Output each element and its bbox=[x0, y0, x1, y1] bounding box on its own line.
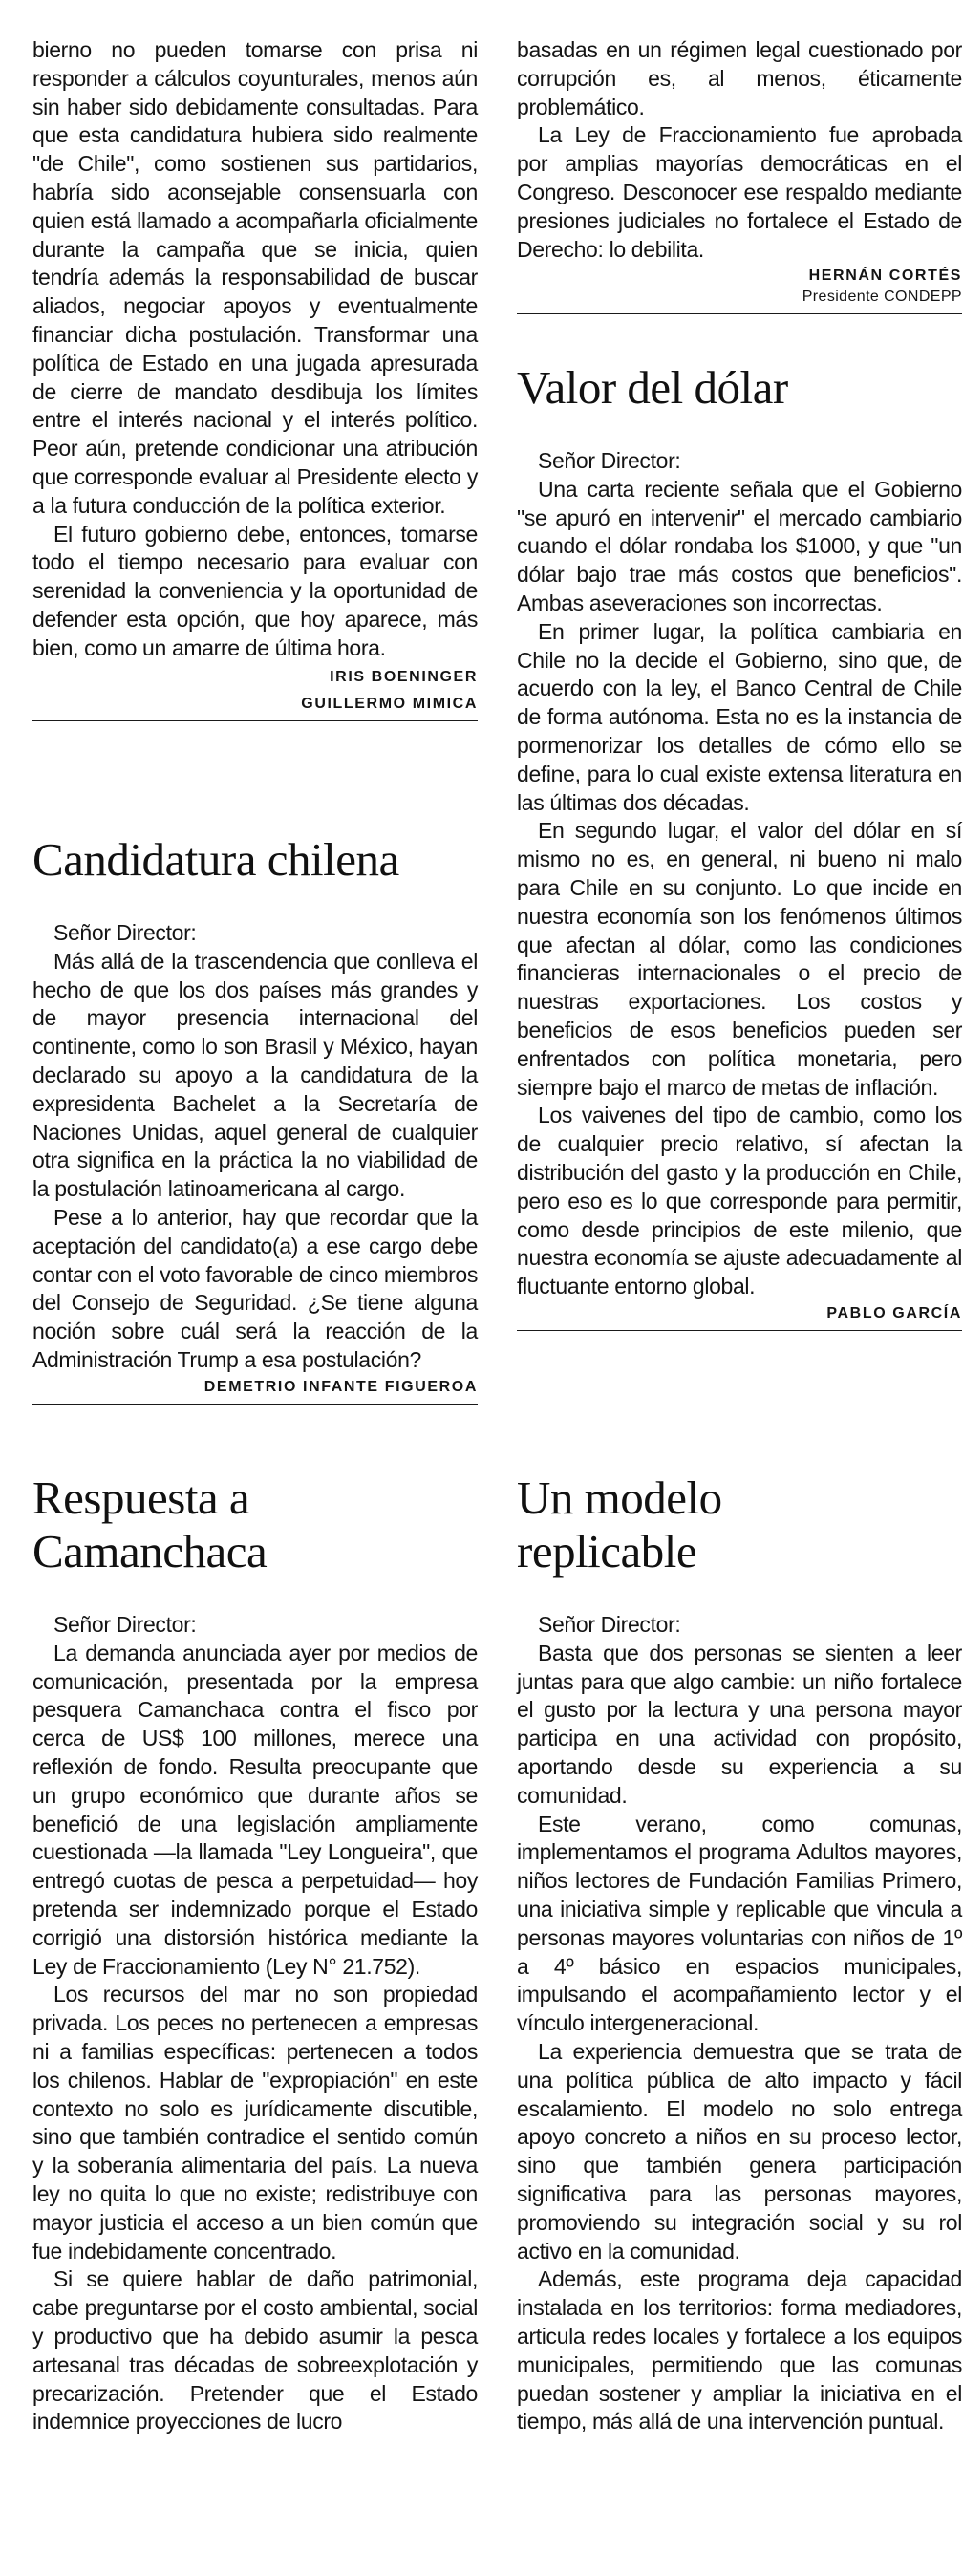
section-divider bbox=[517, 313, 962, 314]
signature-author: GUILLERMO MIMICA bbox=[301, 695, 478, 712]
salutation: Señor Director: bbox=[538, 1612, 681, 1637]
signature-author: HERNÁN CORTÉS bbox=[808, 268, 962, 285]
letter-paragraph: Además, este programa deja capacidad instalada en los territorios: forma mediadores, articula redes locales y fortalece a los equipos municipales, permitiendo que las comunas puedan sostener y ampliar la iniciativa en el tiempo, más allá de una intervención puntual. bbox=[517, 2266, 962, 2435]
letter-paragraph: Basta que dos personas se sienten a leer juntas para que algo cambie: un niño fortalece el gusto por la lectura y una persona mayor participa en una actividad con propósito, aportando desde su experiencia a su comunidad. bbox=[517, 1640, 962, 1808]
letter-paragraph: La experiencia demuestra que se trata de una política pública de alto impacto y fácil escalamiento. El modelo no solo entrega apoyo concreto a niños en su proceso lector, sino que también genera participación significativa para las personas mayores, promoviendo su integración social y su rol activo en la comunidad. bbox=[517, 2038, 962, 2264]
signature-author: PABLO GARCÍA bbox=[826, 1304, 962, 1321]
letter-title: Valor del dólar bbox=[517, 361, 788, 414]
letter-paragraph: bierno no pueden tomarse con prisa ni responder a cálculos coyunturales, menos aún sin haber sido debidamente consultadas. Para que esta candidatura hubiera sido realmente "de Chile", como sostienen sus partidarios, habría sido aconsejable consensuarla con quien está llamado a acompañarla oficialmente durante la campaña que se inicia, quien tendría además la responsabilidad de buscar aliados, negociar apoyos y eventualmente financiar dicha postulación. Transformar una política de Estado en una jugada apresurada de cierre de mandato desdibuja los límites entre el interés nacional y el interés político. Peor aún, pretende condicionar una atribución que corresponde evaluar al Presidente electo y a la futura conducción de la política exterior. bbox=[32, 37, 478, 518]
letter-paragraph: En segundo lugar, el valor del dólar en sí mismo no es, en general, ni bueno ni malo para Chile en su conjunto. Lo que incide en nuestra economía son los fenómenos últimos que afectan al dólar, como las condiciones financieras internacionales o el precio de nuestras exportaciones. Los costos y beneficios de esos beneficios pueden ser enfrentados con política monetaria, pero siempre bajo el marco de metas de inflación. bbox=[517, 818, 962, 1100]
letter-paragraph: Una carta reciente señala que el Gobierno "se apuró en intervenir" el mercado cambiario cuando el dólar rondaba los $1000, y que "un dólar bajo trae más costos que beneficios". Ambas aseveraciones son incorrectas. bbox=[517, 476, 962, 615]
section-divider bbox=[32, 720, 478, 721]
signature-role: Presidente CONDEPP bbox=[802, 289, 962, 306]
letter-title-line: Respuesta a bbox=[32, 1471, 250, 1524]
signature-author: IRIS BOENINGER bbox=[330, 668, 478, 685]
letter-continued-candidacy bbox=[32, 36, 478, 721]
letter-paragraph: El futuro gobierno debe, entonces, tomarse todo el tiempo necesario para evaluar con serenidad la conveniencia y la oportunidad de defender esta opción, que hoy aparece, más bien, como un amarre de última hora. bbox=[32, 521, 478, 660]
letter-paragraph: En primer lugar, la política cambiaria en Chile no la decide el Gobierno, sino que, de acuerdo con la ley, el Banco Central de Chile de forma autónoma. Esta no es la instancia de pormenorizar los detalles de cómo ello se define, para lo cual existe extensa literatura en las últimas dos décadas. bbox=[517, 618, 962, 815]
letter-title-line: replicable bbox=[517, 1525, 697, 1578]
letter-valor-del-dolar bbox=[517, 361, 962, 1331]
letter-paragraph: basadas en un régimen legal cuestionado por corrupción es, al menos, éticamente problemático. bbox=[517, 37, 962, 119]
section-divider bbox=[32, 1404, 478, 1405]
letter-paragraph: Este verano, como comunas, implementamos el programa Adultos mayores, niños lectores de Fundación Familias Primero, una iniciativa simple y replicable que vincula a personas mayores voluntarias con niños de 1º a 4º básico en espacios municipales, impulsando el acompañamiento lector y el vínculo intergeneracional. bbox=[517, 1811, 962, 2036]
letter-candidatura-chilena bbox=[32, 833, 478, 1405]
letter-respuesta-camanchaca bbox=[32, 1471, 478, 2436]
letter-paragraph: La demanda anunciada ayer por medios de comunicación, presentada por la empresa pesquera Camanchaca contra el fisco por cerca de US$ 100 millones, merece una reflexión de fondo. Resulta preocupante que un grupo económico que durante años se benefició de una legislación ampliamente cuestionada —la llamada "Ley Longueira", que entregó cuotas de pesca a perpetuidad— hoy pretenda ser indemnizado porque el Estado corrigió una distorsión histórica mediante la Ley de Fraccionamiento (Ley N° 21.752). bbox=[32, 1640, 478, 1979]
signature-author: DEMETRIO INFANTE FIGUEROA bbox=[203, 1378, 478, 1395]
letter-paragraph: Más allá de la trascendencia que conlleva el hecho de que los dos países más grandes y de mayor presencia internacional del continente, como lo son Brasil y México, hayan declarado su apoyo a la candidatura de la expresidenta Bachelet a la Secretaría de Naciones Unidas, aquel general de cualquier otra significa en la práctica la no viabilidad de la postulación latinoamericana al cargo. bbox=[32, 948, 478, 1202]
salutation: Señor Director: bbox=[54, 920, 197, 945]
letter-title: Candidatura chilena bbox=[32, 833, 399, 886]
letter-un-modelo-replicable bbox=[517, 1471, 962, 2436]
letter-camanchaca-continued bbox=[517, 36, 962, 314]
letter-title-line: Camanchaca bbox=[32, 1525, 268, 1578]
section-divider bbox=[517, 1330, 962, 1331]
letter-paragraph: Pese a lo anterior, hay que recordar que la aceptación del candidato(a) a ese cargo debe contar con el voto favorable de cinco miembros del Consejo de Seguridad. ¿Se tiene alguna noción sobre cuál será la reacción de la Administración Trump a esa postulación? bbox=[32, 1204, 478, 1372]
letter-paragraph: La Ley de Fraccionamiento fue aprobada por amplias mayorías democráticas en el Congreso. Desconocer ese respaldo mediante presiones judiciales no fortalece el Estado de Derecho: lo debilita. bbox=[517, 122, 962, 262]
salutation: Señor Director: bbox=[54, 1612, 197, 1637]
letter-paragraph: Si se quiere hablar de daño patrimonial, cabe preguntarse por el costo ambiental, social y productivo que ha debido asumir la pesca artesanal tras décadas de sobreexplotación y precarización. Pretender que el Estado indemnice proyecciones de lucro bbox=[32, 2266, 478, 2435]
salutation: Señor Director: bbox=[538, 448, 681, 473]
letter-title-line: Un modelo bbox=[517, 1471, 722, 1524]
letter-paragraph: Los recursos del mar no son propiedad privada. Los peces no pertenecen a empresas ni a familias específicas: pertenecen a todos los chilenos. Hablar de "expropiación" en este contexto no solo es jurídicamente discutible, sino que también contradice el sentido común y la soberanía alimentaria del país. La nueva ley no quita lo que no existe; redistribuye con mayor justicia el acceso a un bien común que fue indebidamente concentrado. bbox=[32, 1982, 478, 2264]
letter-paragraph: Los vaivenes del tipo de cambio, como los de cualquier precio relativo, sí afectan la distribución del gasto y la producción en Chile, pero eso es lo que corresponde para permitir, como desde principios de este milenio, que nuestra economía se ajuste adecuadamente al fluctuante entorno global. bbox=[517, 1103, 962, 1299]
